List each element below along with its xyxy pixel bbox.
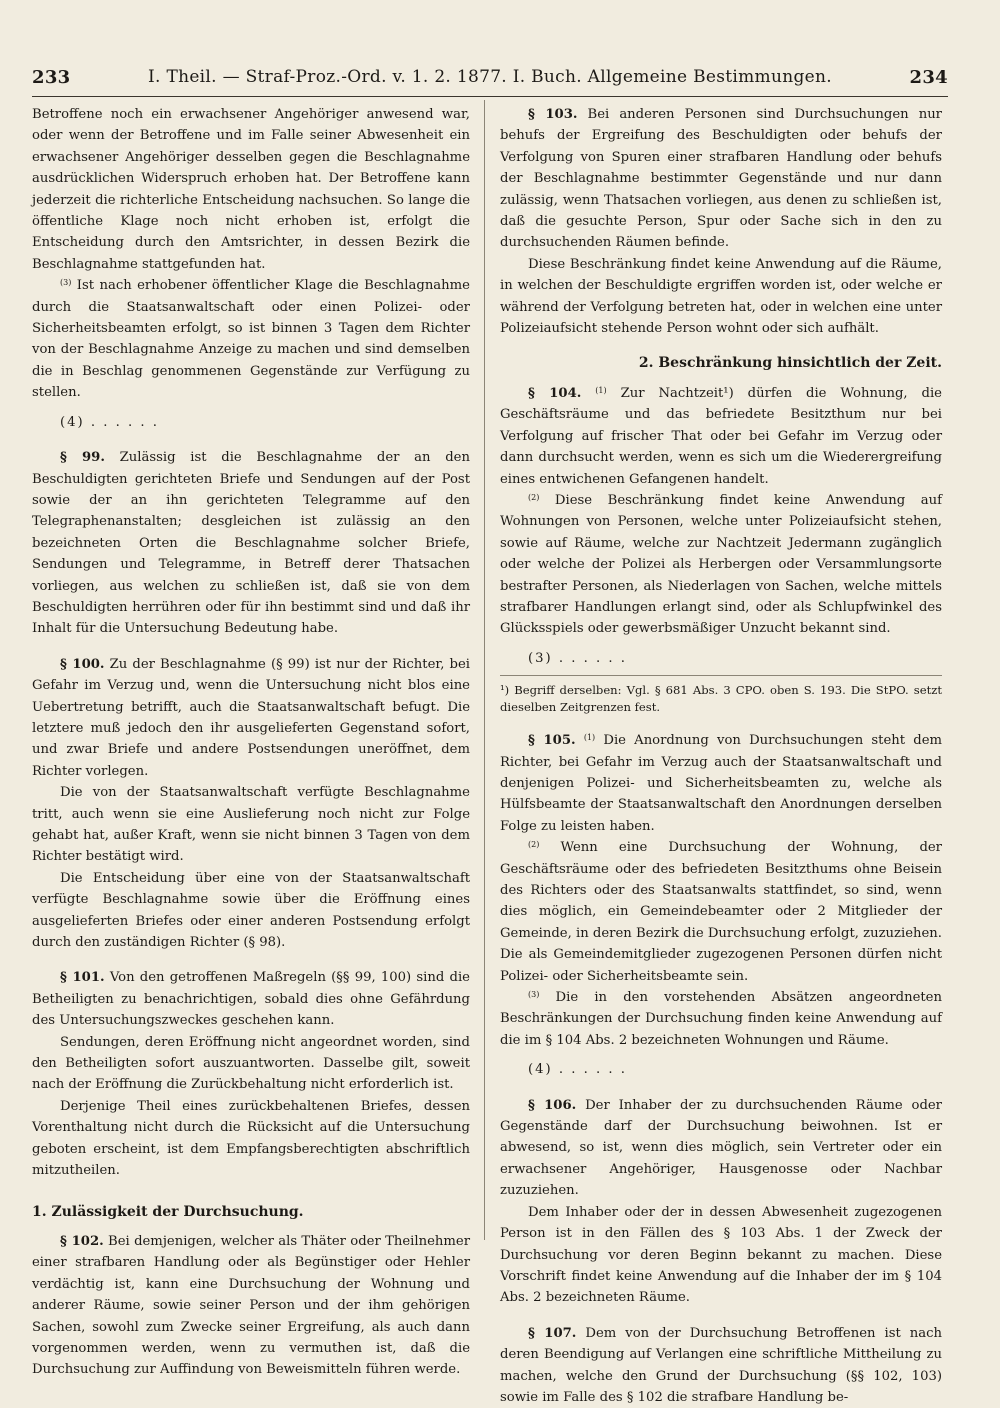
subheading: 1. Zulässigkeit der Durchsuchung. [32, 1203, 304, 1220]
section-text: Zur Nachtzeit¹) dürfen die Wohnung, die Geschäftsräume und das befriedete Besitzthum nur bei Verfolgung auf frischer That oder bei Gefahr im Verzug oder dann durchsucht werden, wenn es sich um die Wiederergreifung eines entwichenen Gefangenen handelt. [500, 385, 942, 487]
section-number: § 107. [528, 1325, 577, 1341]
section-101 [32, 967, 470, 1031]
paragraph-text: Wenn eine Durchsuchung der Wohnung, der Geschäftsräume oder des befriedeten Besitzthums ohne Beisein des Richters oder des Staatsanwalts stattfindet, so sind, wenn dies möglich, ein Gemeindebeamter oder 2 Mitglieder der Gemeinde, in deren Bezirk die Durchsuchung erfolgt, zuzuziehen. Die als Gemeindemitglieder zugezogenen Personen dürfen nicht Polizei- oder Sicherheitsbeamte sein. [500, 840, 942, 984]
right-page-number: 234 [909, 66, 948, 88]
paragraph-mark: (2) [528, 492, 540, 502]
section-number: § 102. [60, 1233, 104, 1249]
paragraph [500, 837, 942, 987]
section-text: Dem von der Durchsuchung Betroffenen ist nach deren Beendigung auf Verlangen eine schriftliche Mittheilung zu machen, welche den Grund der Durchsuchung (§§ 102, 103) sowie im Falle des § 102 die strafbare Handlung be- [500, 1325, 942, 1405]
paragraph [500, 490, 942, 640]
paragraph: Sendungen, deren Eröffnung nicht angeordnet worden, sind den Betheiligten sofort auszuantworten. Dasselbe gilt, soweit nach der Eröffnung die Zurückbehaltung nicht erforderlich ist. [32, 1034, 470, 1093]
header-title: I. Theil. — Straf-Proz.-Ord. v. 1. 2. 1877. I. Buch. Allgemeine Bestimmungen. [148, 67, 832, 87]
paragraph [32, 275, 470, 403]
left-column [32, 104, 470, 1381]
section-text: Von den getroffenen Maßregeln (§§ 99, 100) sind die Betheiligten zu benachrichtigen, sobald dies ohne Gefährdung des Untersuchungszweckes geschehen kann. [32, 970, 470, 1029]
paragraph-mark: (2) [528, 840, 540, 850]
section-106 [500, 1095, 942, 1202]
paragraph-mark: (1) [595, 385, 607, 395]
section-number: § 103. [528, 107, 578, 122]
section-number: § 104. [528, 385, 582, 401]
paragraph [500, 987, 942, 1051]
section-number: § 99. [60, 450, 105, 466]
section-107 [500, 1323, 942, 1408]
omission-dots: (3) . . . . . . [528, 650, 627, 666]
paragraph-mark: (1) [583, 733, 596, 743]
section-103 [500, 104, 942, 254]
paragraph: Derjenige Theil eines zurückbehaltenen Briefes, dessen Vorenthaltung nicht durch die Rücksicht auf die Untersuchung geboten erscheint, ist dem Empfangsberechtigten abschriftlich mitzutheilen. [32, 1098, 470, 1179]
paragraph-text: Ist nach erhobener öffentlicher Klage die Beschlagnahme durch die Staatsanwaltschaft oder einen Polizei- oder Sicherheitsbeamten erfolgt, so ist binnen 3 Tagen dem Richter von der Beschlagnahme Anzeige zu machen und sind demselben die in Beschlag genommenen Gegenstände zur Verfügung zu stellen. [32, 278, 470, 401]
section-104 [500, 383, 942, 490]
section-text: Der Inhaber der zu durchsuchenden Räume oder Gegenstände darf der Durchsuchung beiwohnen. Ist er abwesend, so ist, wenn dies möglich, sein Vertreter oder ein erwachsener Angehöriger, Hausgenosse oder Nachbar zuzuziehen. [500, 1097, 942, 1199]
section-text: Bei demjenigen, welcher als Thäter oder Theilnehmer einer strafbaren Handlung oder als Begünstiger oder Hehler verdächtig ist, kann eine Durchsuchung der Wohnung und anderer Räume, sowie seiner Person und der ihm gehörigen Sachen, sowohl zum Zwecke seiner Ergreifung, als auch dann vorgenommen werden, wenn zu vermuthen ist, daß die Durchsuchung zur Auffindung von Beweismitteln führen werde. [32, 1233, 471, 1378]
section-text: Die Anordnung von Durchsuchungen steht dem Richter, bei Gefahr im Verzug auch der Staatsanwaltschaft und denjenigen Polizei- und Sicherheitsbeamten zu, welche als Hülfsbeamte der Staatsanwaltschaft den Anordnungen derselben Folge zu leisten haben. [500, 733, 942, 834]
paragraph: Diese Beschränkung findet keine Anwendung auf die Räume, in welchen der Beschuldigte ergriffen worden ist, oder welche er während der Verfolgung betreten hat, oder in welchen eine unter Polizeiaufsicht stehende Person wohnt oder sich aufhält. [500, 256, 942, 337]
section-number: § 106. [528, 1097, 577, 1113]
section-number: § 100. [60, 656, 105, 672]
paragraph: Dem Inhaber oder der in dessen Abwesenheit zugezogenen Person ist in den Fällen des § 103 Abs. 1 der Zweck der Durchsuchung vor deren Beginn bekannt zu machen. Diese Vorschrift findet keine Anwendung auf die Inhaber der im § 104 Abs. 2 bezeichneten Räume. [500, 1204, 942, 1306]
section-text: Zulässig ist die Beschlagnahme der an den Beschuldigten gerichteten Briefe und Sendungen auf der Post sowie der an ihn gerichteten Telegramme auf den Telegraphenanstalten; desgleichen ist zulässig an den bezeichneten Orten die Beschlagnahme solcher Briefe, Sendungen und Telegramme, in Betreff derer Thatsachen vorliegen, aus welchen zu schließen ist, daß sie von dem Beschuldigten herrühren oder für ihn bestimmt sind und daß ihr Inhalt für die Untersuchung Bedeutung habe. [32, 450, 470, 637]
omission-dots: (4) . . . . . . [60, 414, 159, 430]
section-number: § 105. [528, 733, 576, 749]
section-100 [32, 654, 470, 782]
section-text: Zu der Beschlagnahme (§ 99) ist nur der Richter, bei Gefahr im Verzug und, wenn die Untersuchung nicht blos eine Uebertretung betrifft, auch die Staatsanwaltschaft befugt. Die letztere muß jedoch den ihr ausgelieferten Gegenstand sofort, und zwar Briefe und andere Postsendungen uneröffnet, dem Richter vorlegen. [32, 656, 470, 779]
paragraph: Die von der Staatsanwaltschaft verfügte Beschlagnahme tritt, auch wenn sie eine Auslieferung noch nicht zur Folge gehabt hat, außer Kraft, wenn sie nicht binnen 3 Tagen von dem Richter bestätigt wird. [32, 785, 470, 865]
column-divider [484, 100, 485, 1240]
section-99 [32, 447, 470, 640]
left-page-number: 233 [32, 66, 71, 88]
footnote: ¹) Begriff derselben: Vgl. § 681 Abs. 3 CPO. oben S. 193. Die StPO. setzt dieselben Zeitgrenzen fest. [500, 675, 942, 716]
paragraph-mark: (3) [528, 990, 540, 1000]
paragraph-text: Die in den vorstehenden Absätzen angeordneten Beschränkungen der Durchsuchung finden keine Anwendung auf die im § 104 Abs. 2 bezeichneten Wohnungen und Räume. [500, 990, 942, 1048]
paragraph-mark: (3) [60, 278, 72, 288]
paragraph-text: Diese Beschränkung findet keine Anwendung auf Wohnungen von Personen, welche unter Polizeiaufsicht stehen, sowie auf Räume, welche zur Nachtzeit Jedermann zugänglich oder welche der Polizei als Herbergen oder Versammlungsorte bestrafter Personen, als Niederlagen von Sachen, welche mittels strafbarer Handlungen erlangt sind, oder als Schlupfwinkel des Glücksspiels oder gewerbsmäßiger Unzucht bekannt sind. [500, 492, 942, 637]
paragraph: Betroffene noch ein erwachsener Angehöriger anwesend war, oder wenn der Betroffene und im Falle seiner Abwesenheit ein erwachsener Angehöriger desselben gegen die Beschlagnahme ausdrücklichen Widerspruch erhoben hat. Der Betroffene kann jederzeit die richterliche Entscheidung nachsuchen. So lange die öffentliche Klage noch nicht erhoben ist, erfolgt die Entscheidung durch den Amtsrichter, in dessen Bezirk die Beschlagnahme stattgefunden hat. [32, 107, 470, 272]
right-column [500, 104, 942, 1408]
section-102 [32, 1231, 470, 1381]
running-header [32, 62, 948, 97]
section-105 [500, 730, 942, 837]
omission-dots: (4) . . . . . . [528, 1062, 627, 1078]
paragraph: Die Entscheidung über eine von der Staatsanwaltschaft verfügte Beschlagnahme sowie über die Eröffnung eines ausgelieferten Briefes oder einer anderen Postsendung erfolgt durch den zuständigen Richter (§ 98). [32, 870, 470, 951]
section-number: § 101. [60, 970, 105, 986]
section-text: Bei anderen Personen sind Durchsuchungen nur behufs der Ergreifung des Beschuldigten oder behufs der Verfolgung von Spuren einer strafbaren Handlung oder behufs der Beschlagnahme bestimmter Gegenstände und nur dann zulässig, wenn Thatsachen vorliegen, aus denen zu schließen ist, daß die gesuchte Person, Spur oder Sache sich in den zu durchsuchenden Räumen befinde. [500, 107, 942, 251]
subheading: 2. Beschränkung hinsichtlich der Zeit. [638, 355, 942, 372]
